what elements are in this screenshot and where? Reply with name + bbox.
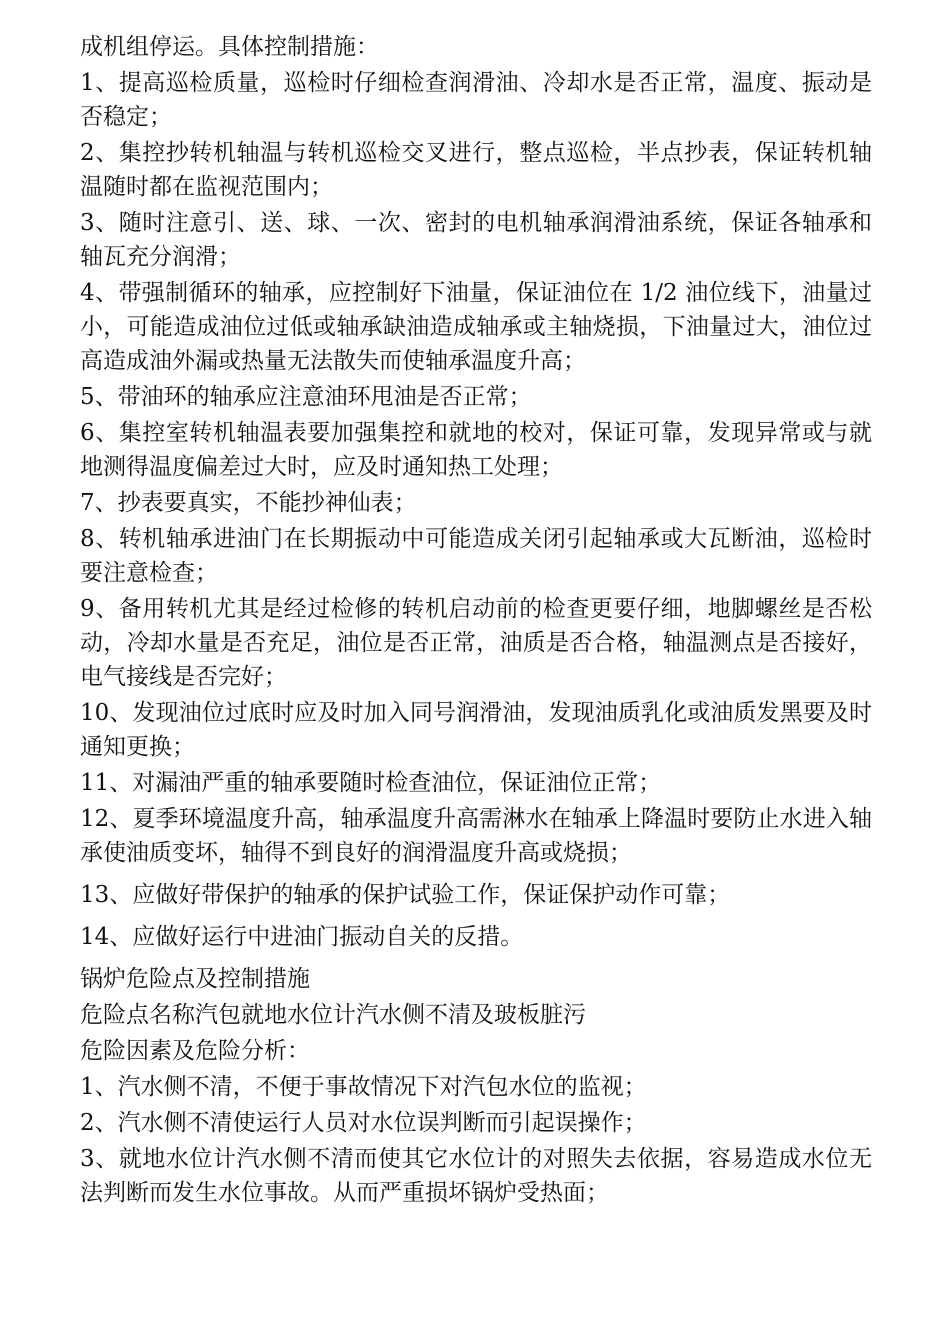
measure-item-8: 8、转机轴承进油门在长期振动中可能造成关闭引起轴承或大瓦断油，巡检时要注意检查；	[80, 526, 872, 586]
measure-item-1: 1、提高巡检质量，巡检时仔细检查润滑油、冷却水是否正常，温度、振动是否稳定；	[80, 70, 872, 130]
measure-item-4: 4、带强制循环的轴承，应控制好下油量，保证油位在 1/2 油位线下，油量过小，可能造成油位过低或轴承缺油造成轴承或主轴烧损，下油量过大，油位过高造成油外漏或热量无法散失而使轴承温度升高；	[80, 280, 872, 374]
analysis-item-1: 1、汽水侧不清，不便于事故情况下对汽包水位的监视；	[80, 1074, 647, 1100]
measure-item-3: 3、随时注意引、送、球、一次、密封的电机轴承润滑油系统，保证各轴承和轴瓦充分润滑；	[80, 210, 872, 270]
analysis-item-2: 2、汽水侧不清使运行人员对水位误判断而引起误操作；	[80, 1110, 647, 1136]
measure-item-11: 11、对漏油严重的轴承要随时检查油位，保证油位正常；	[80, 770, 662, 796]
measure-item-6: 6、集控室转机轴温表要加强集控和就地的校对，保证可靠，发现异常或与就地测得温度偏差过大时，应及时通知热工处理；	[80, 420, 872, 480]
document-page	[80, 30, 872, 1212]
measure-item-5: 5、带油环的轴承应注意油环甩油是否正常；	[80, 384, 532, 410]
measure-item-13: 13、应做好带保护的轴承的保护试验工作，保证保护动作可靠；	[80, 882, 731, 908]
danger-point-name: 危险点名称汽包就地水位计汽水侧不清及玻板脏污	[80, 1002, 586, 1028]
boiler-section-heading: 锅炉危险点及控制措施	[80, 966, 310, 992]
measure-item-10: 10、发现油位过底时应及时加入同号润滑油，发现油质乳化或油质发黑要及时通知更换；	[80, 700, 872, 760]
measure-item-9: 9、备用转机尤其是经过检修的转机启动前的检查更要仔细，地脚螺丝是否松动，冷却水量是否充足，油位是否正常，油质是否合格，轴温测点是否接好，电气接线是否完好；	[80, 596, 872, 690]
measure-item-7: 7、抄表要真实，不能抄神仙表；	[80, 490, 417, 516]
measure-item-12: 12、夏季环境温度升高，轴承温度升高需淋水在轴承上降温时要防止水进入轴承使油质变坏，轴得不到良好的润滑温度升高或烧损；	[80, 806, 872, 866]
measure-item-2: 2、集控抄转机轴温与转机巡检交叉进行，整点巡检，半点抄表，保证转机轴温随时都在监视范围内；	[80, 140, 872, 200]
analysis-item-3: 3、就地水位计汽水侧不清而使其它水位计的对照失去依据，容易造成水位无法判断而发生水位事故。从而严重损坏锅炉受热面；	[80, 1146, 872, 1206]
analysis-heading: 危险因素及危险分析：	[80, 1038, 310, 1064]
measure-item-14: 14、应做好运行中进油门振动自关的反措。	[80, 924, 524, 950]
intro-line: 成机组停运。具体控制措施：	[80, 34, 379, 60]
